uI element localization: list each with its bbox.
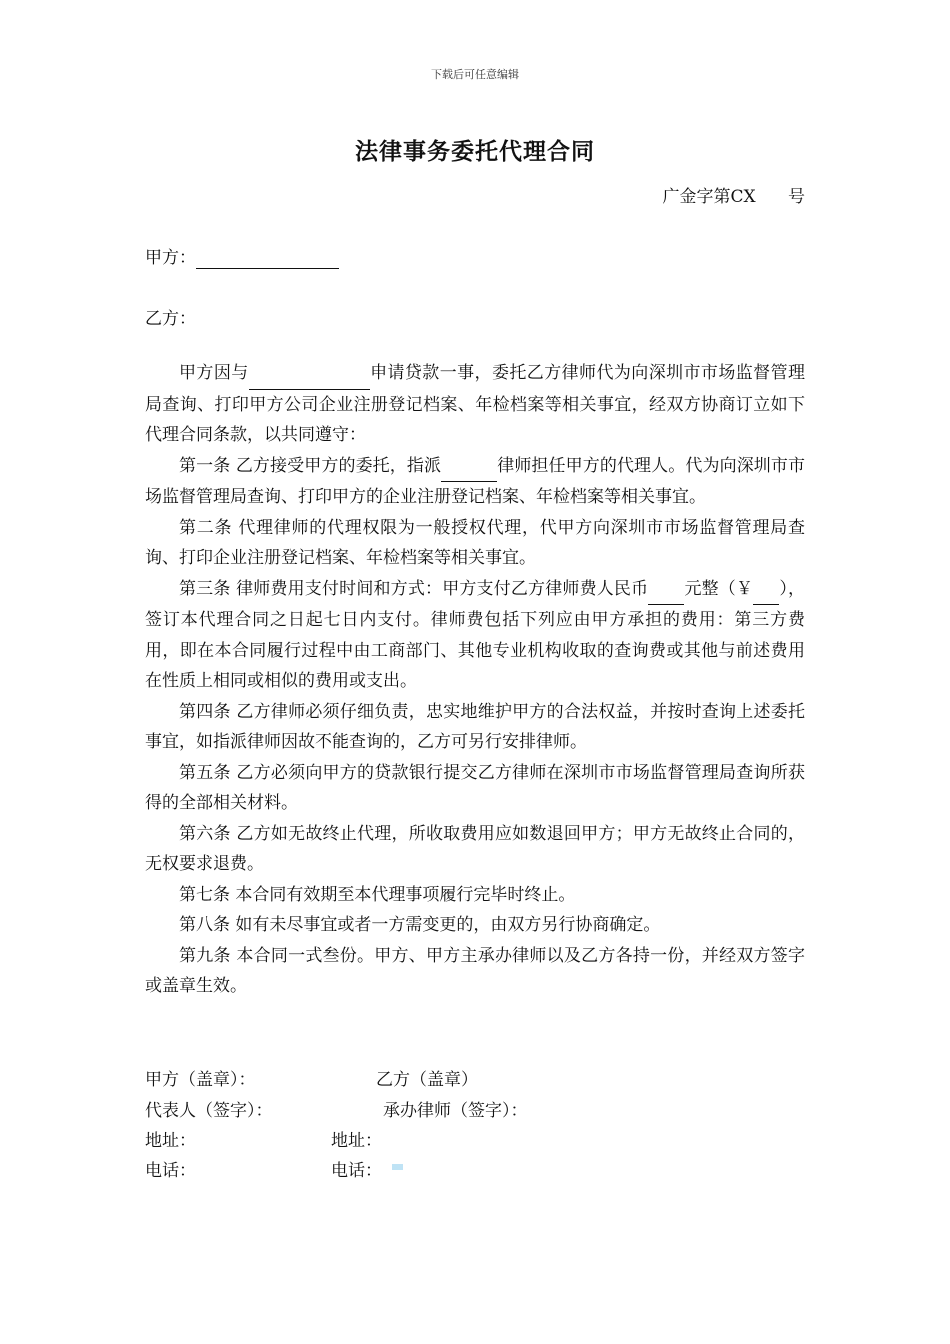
intro-text-before: 甲方因与 [179,363,249,383]
document-number: 广金字第CX 号 [662,187,805,207]
party-a-representative: 代表人（签字）： [145,1101,273,1121]
article-7: 第七条 本合同有效期至本代理事项履行完毕时终止。 [179,884,576,905]
article-1 [145,451,805,513]
counterparty-blank[interactable] [249,358,370,390]
party-a-phone: 电话： [145,1161,196,1181]
fee-figure-blank[interactable] [753,574,779,606]
article-9: 第九条 本合同一式叁份。甲方、甲方主承办律师以及乙方各持一份，并经双方签字或盖章生效。 [145,945,805,996]
lawyer-signature: 承办律师（签字）： [383,1101,528,1121]
article-2: 第二条 代理律师的代理权限为一般授权代理，代甲方向深圳市市场监督管理局查询、打印企业注册登记档案、年检档案等相关事宜。 [145,517,805,568]
party-a-label: 甲方： [145,248,196,268]
intro-text-after: 申请贷款一事，委托乙方律师代为向深圳市市场监督管理局查询、打印甲方公司企业注册登记档案、年检档案等相关事宜，经双方协商订立如下代理合同条款，以共同遵守： [145,363,805,445]
article-4: 第四条 乙方律师必须仔细负责，忠实地维护甲方的合法权益，并按时查询上述委托事宜，如指派律师因故不能查询的，乙方可另行安排律师。 [145,701,805,752]
article-3-before: 第三条 律师费用支付时间和方式：甲方支付乙方律师费人民币 [179,578,649,599]
party-a-blank[interactable] [196,248,339,269]
party-b-phone: 电话： [331,1161,382,1181]
text-cursor-mark [392,1164,403,1170]
article-3-after: ），签订本代理合同之日起七日内支付。律师费包括下列应由甲方承担的费用：第三方费用，即在本合同履行过程中由工商部门、其他专业机构收取的查询费或其他与前述费用在性质上相同或相似的费用或支出。 [145,578,806,691]
article-8: 第八条 如有未尽事宜或者一方需变更的，由双方另行协商确定。 [179,915,661,935]
lawyer-name-blank[interactable] [441,451,497,483]
document-title: 法律事务委托代理合同 [355,138,595,165]
party-b-address: 地址： [331,1131,382,1151]
party-a-address: 地址： [145,1131,196,1151]
article-6: 第六条 乙方如无故终止代理，所收取费用应如数退回甲方；甲方无故终止合同的，无权要求退费。 [145,823,805,874]
article-1-before: 第一条 乙方接受甲方的委托，指派 [179,455,442,476]
party-a-line [145,243,339,269]
party-b-label: 乙方： [145,309,196,329]
party-b-seal: 乙方（盖章） [376,1070,478,1090]
contract-body [145,358,805,1002]
article-3 [145,574,805,697]
article-5: 第五条 乙方必须向甲方的贷款银行提交乙方律师在深圳市市场监督管理局查询所获得的全部相关材料。 [145,762,805,813]
fee-amount-blank[interactable] [648,574,684,606]
header-note: 下载后可任意编辑 [431,68,519,81]
article-3-mid: 元整（￥ [684,578,754,599]
article-1-after: 律师担任甲方的代理人。代为向深圳市市场监督管理局查询、打印甲方的企业注册登记档案、年检档案等相关事宜。 [145,455,806,507]
intro-paragraph [145,358,805,451]
party-a-seal: 甲方（盖章）： [145,1070,256,1090]
